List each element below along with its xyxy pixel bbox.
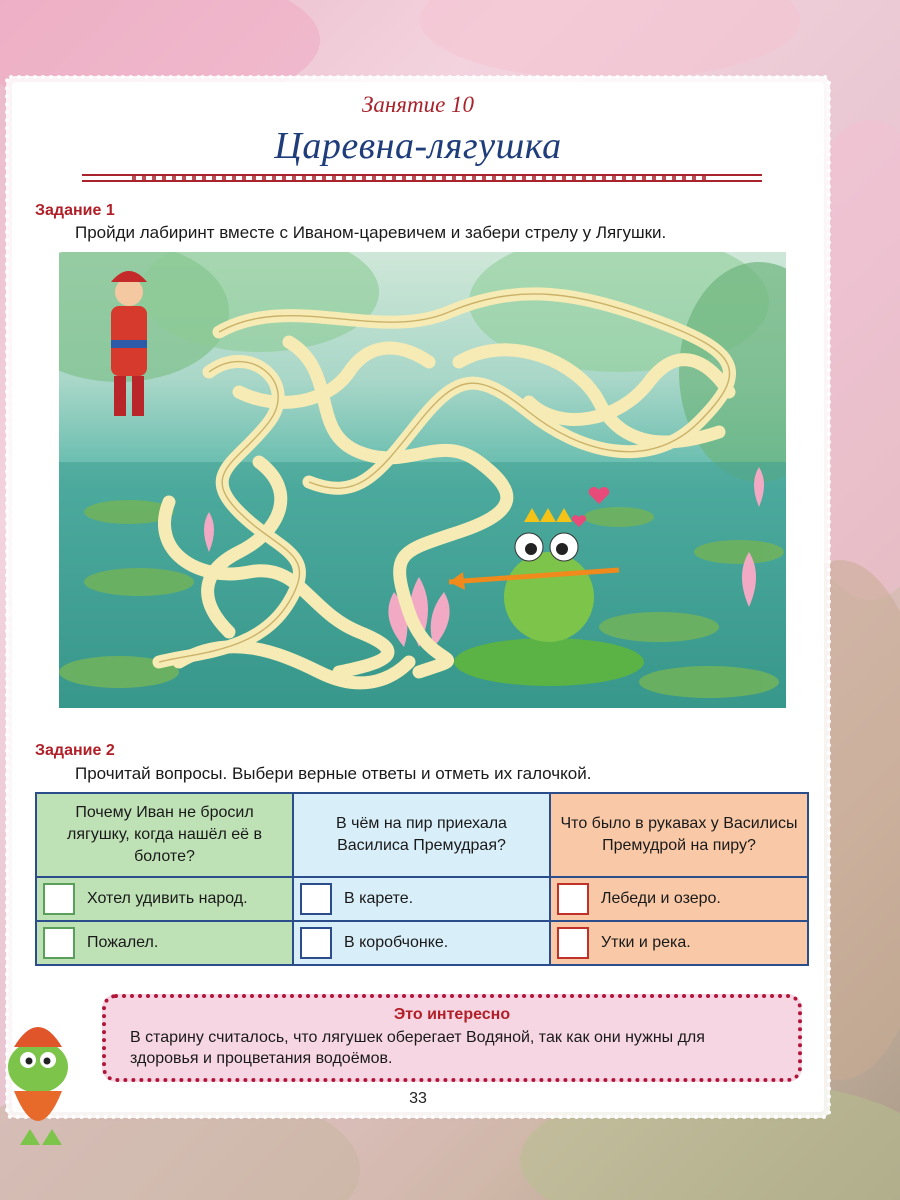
- answer-option: [293, 921, 550, 965]
- answer-label: В карете.: [344, 890, 414, 907]
- answer-option: [36, 877, 293, 921]
- answer-label: Хотел удивить народ.: [87, 890, 248, 907]
- answer-checkbox[interactable]: [557, 883, 589, 915]
- fun-fact-box: [102, 994, 802, 1082]
- maze-illustration[interactable]: [59, 252, 786, 708]
- quiz-table: [35, 792, 809, 966]
- answer-option: [550, 921, 808, 965]
- answer-checkbox[interactable]: [300, 883, 332, 915]
- question-1: Почему Иван не бросил лягушку, когда нашёл её в болоте?: [36, 793, 293, 877]
- lesson-number: Занятие 10: [361, 92, 475, 117]
- task2-text: Прочитай вопросы. Выбери верные ответы и отметь их галочкой.: [75, 764, 592, 783]
- page-number: 33: [409, 1090, 427, 1107]
- maze-svg: [59, 252, 786, 708]
- question-3: Что было в рукавах у Василисы Премудрой на пиру?: [550, 793, 808, 877]
- fun-fact-heading: Это интересно: [393, 1006, 511, 1023]
- answer-checkbox[interactable]: [43, 927, 75, 959]
- answer-checkbox[interactable]: [557, 927, 589, 959]
- answer-label: Пожалел.: [87, 934, 159, 951]
- page-sheet: [12, 82, 824, 1112]
- frog-mascot-icon: [0, 1005, 80, 1155]
- task2-heading: Задание 2: [35, 742, 115, 759]
- answer-label: Лебеди и озеро.: [601, 890, 721, 907]
- answer-checkbox[interactable]: [43, 883, 75, 915]
- answer-option: [293, 877, 550, 921]
- fun-fact-text: В старину считалось, что лягушек оберегает Водяной, так как они нужны для здоровья и процветания водоёмов.: [130, 1029, 705, 1067]
- page-title: Царевна-лягушка: [274, 125, 562, 167]
- ivan-tsarevich-figure: [111, 271, 147, 416]
- task1-heading: Задание 1: [35, 202, 115, 219]
- background-blossom: [420, 0, 800, 80]
- question-2: В чём на пир приехала Василиса Премудрая?: [293, 793, 550, 877]
- answer-option: [550, 877, 808, 921]
- title-ornament: [82, 172, 762, 184]
- answer-label: Утки и река.: [601, 934, 691, 951]
- task1-text: Пройди лабиринт вместе с Иваном-царевичем и забери стрелу у Лягушки.: [75, 223, 667, 242]
- answer-label: В коробчонке.: [344, 934, 449, 951]
- answer-checkbox[interactable]: [300, 927, 332, 959]
- answer-option: [36, 921, 293, 965]
